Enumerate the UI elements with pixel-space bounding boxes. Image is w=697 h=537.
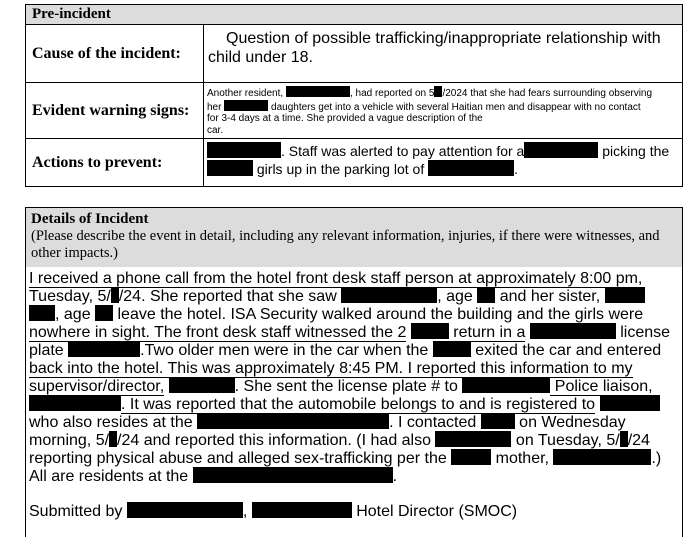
details-text: . It was reported that the automobile belongs to and is registered to [121,396,596,413]
redaction [224,100,268,111]
warning-text-2: , had reported on 5 [349,88,435,99]
submitted-by-label: Submitted by [29,503,123,520]
details-text: nowhere in sight. The front desk staff witnessed the 2 [29,324,407,341]
redaction [451,449,491,465]
warning-text-3: /2024 that she had fears surrounding observing [442,88,653,99]
details-line [29,467,397,486]
redaction [600,395,660,411]
details-text: , age [55,306,91,323]
details-line [29,413,626,432]
pre-incident-table [25,4,683,187]
details-text: .) [651,450,662,467]
redaction [481,413,515,429]
redaction [197,413,389,429]
details-header [26,208,682,267]
details-line [29,395,660,414]
details-text: plate [29,342,64,359]
details-text: Police liaison, [550,378,653,395]
warning-row [26,83,682,139]
cause-value: Question of possible trafficking/inappropriate relationship with child under 18. [208,30,661,66]
details-text: exited the car and entered [470,342,662,359]
submitted-by-title: Hotel Director (SMOC) [356,503,518,520]
details-text: mother, [491,450,549,467]
redaction [605,287,645,303]
redaction [127,502,243,518]
details-text: I received a phone call from the hotel front desk staff person at approximately 8:00 pm, [29,270,643,287]
actions-text-4: . [514,161,518,177]
warning-text-1: Another resident, [207,88,284,99]
redaction [68,341,140,357]
redaction [530,323,616,339]
cause-label: Cause of the incident: [26,25,204,82]
redaction [462,377,550,393]
details-text: reporting physical abuse and alleged sex-trafficking per the [29,450,447,467]
pre-incident-header: Pre-incident [26,5,682,25]
redaction [193,467,393,483]
warning-text-4: her [207,101,222,113]
details-line [29,431,650,450]
details-section [25,207,683,537]
cause-row [26,25,682,83]
redaction [524,142,598,158]
redaction [477,287,495,303]
details-text: on Tuesday, 5/ [511,432,620,449]
warning-text-6: for 3-4 days at a time. She provided a vague description of the [207,113,483,124]
details-text: return in a [448,324,526,341]
redaction [433,341,471,357]
details-text: All are residents at the [29,468,189,485]
details-text: Tuesday, 5/ [29,288,111,305]
warning-value-cell [204,83,682,141]
details-text: /24 and reported this information. (I had also [117,432,432,449]
actions-row [26,139,682,186]
details-text: back into the hotel. This was approximately 8:45 PM. I reported this information to my [29,360,633,377]
details-text: .Two older men were in the car when the [140,342,429,359]
redaction [169,377,235,393]
redaction [553,449,651,465]
redaction [341,287,437,303]
details-text: license [615,324,671,341]
actions-value-cell [204,139,682,189]
redaction [95,305,113,321]
actions-label: Actions to prevent: [26,139,204,186]
details-text: who also resides at the [29,414,193,431]
details-text: . She sent the license plate # to [234,378,458,395]
cause-value-cell [204,25,682,82]
redaction [207,160,253,176]
details-instructions: (Please describe the event in detail, including any relevant information, injuries, if there were witnesses, and other impacts.) [31,228,660,261]
redaction [411,323,449,339]
redaction [111,287,119,303]
details-title: Details of Incident [31,211,149,227]
redaction [29,395,121,411]
details-line [29,287,645,306]
actions-text-1: . Staff was alerted to pay attention for a [281,143,525,159]
details-text: and her sister, [495,288,601,305]
redaction [620,431,628,447]
details-line [29,323,670,342]
details-text: , age [437,288,473,305]
details-text: leave the hotel. ISA Security walked around the building and the girls were [113,306,644,323]
details-line [29,305,643,324]
details-text: . I contacted [389,414,477,431]
redaction [428,160,514,176]
submitted-by-comma: , [242,503,248,520]
details-text: on Wednesday [514,414,626,431]
details-text: /24. She reported that she saw [118,288,337,305]
details-line [29,341,661,360]
details-text: morning, 5/ [29,432,110,449]
redaction [435,431,511,447]
redaction [286,86,350,97]
submitted-by-line [29,502,517,521]
details-text: . [392,468,398,485]
details-line [29,449,661,468]
actions-text-3: girls up in the parking lot of [256,161,425,177]
redaction [207,142,281,158]
details-line [29,359,633,378]
redaction [252,502,352,518]
details-line [29,377,653,396]
warning-text-5: daughters get into a vehicle with several Haitian men and disappear with no contact [271,101,641,113]
details-line [29,269,642,288]
warning-text-7: car. [207,124,224,136]
actions-text-2: picking the [602,143,670,159]
warning-label: Evident warning signs: [26,83,204,138]
details-text: /24 [627,432,650,449]
redaction [29,305,55,321]
redaction [109,431,117,447]
details-text: supervisor/director, [29,378,165,395]
